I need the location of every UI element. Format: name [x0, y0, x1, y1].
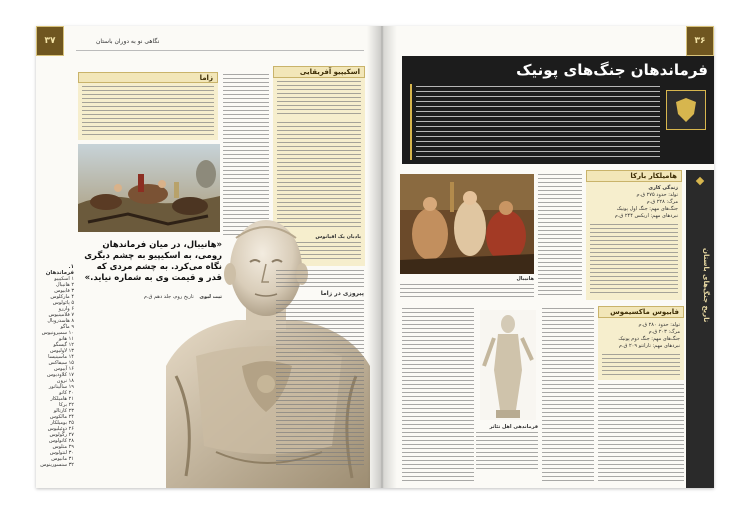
zama-textbox	[78, 72, 218, 140]
commander-17: ۱۷ کلاودیوس	[46, 372, 74, 378]
hamilcar-label: زندگی کاری	[648, 185, 678, 191]
zama-tab-label: زاما	[199, 74, 213, 82]
hamilcar-fact-3: جنگ‌های مهم: جنگ اول پونیک	[616, 206, 678, 212]
shield-icon	[675, 97, 697, 123]
hamilcar-fact-2: مرگ: ۲۲۸ ق.م	[646, 199, 678, 205]
side-strip-diamond-icon	[696, 177, 704, 185]
left-middle-column	[223, 72, 269, 240]
fabius-fact-3: جنگ‌های مهم: جنگ دوم پونیک	[618, 336, 680, 342]
left-column-intro	[276, 270, 364, 288]
statue-caption-text	[476, 432, 538, 472]
commander-26: ۲۶ دوئیلیوس	[47, 426, 74, 432]
hamilcar-body-text	[590, 224, 678, 296]
hamilcar-fact-1: تولد: حدود ۲۷۵ ق.م	[636, 192, 678, 198]
commander-22: ۲۲ برکا	[58, 402, 74, 408]
fabius-article-text	[598, 384, 684, 484]
statue-image	[480, 310, 536, 420]
hannibal-caption-text	[400, 284, 534, 298]
commander-13: ۱۳ لاولیوس	[50, 348, 74, 354]
scipio-box-title: اسکیپیو آفریقایی	[273, 66, 365, 78]
commander-9: ۹ ماگو	[60, 324, 74, 330]
commander-28: ۲۸ کاتولوس	[48, 438, 74, 444]
page-gutter	[367, 26, 397, 488]
intro-text	[416, 86, 660, 160]
commanders-list-title: ۱. فرماندهان	[45, 264, 74, 276]
commander-12: ۱۲ گیسگو	[53, 342, 74, 348]
fabius-box-title: فابیوس ماکسیموس	[598, 306, 684, 318]
header-rule	[76, 50, 364, 51]
scipio-facts	[277, 81, 361, 115]
main-title: فرماندهان جنگ‌های پونیک	[516, 61, 708, 79]
zama-victory-text	[276, 300, 364, 468]
hamilcar-box-title: هامیلکار بارکا	[586, 170, 682, 182]
title-band	[402, 56, 714, 164]
zama-victory-heading: پیروزی در زاما	[320, 290, 364, 297]
commander-21: ۲۱ هامیلکار	[50, 396, 74, 402]
commander-3: ۳ فابیوس	[54, 288, 74, 294]
commander-7: ۷ فلامینیوس	[48, 312, 74, 318]
zama-body-text	[82, 86, 214, 138]
fabius-fact-2: مرگ: ۲۰۳ ق.م	[648, 329, 680, 335]
commander-10: ۱۰ سمپرونیوس	[41, 330, 74, 336]
left-middle-text	[223, 74, 269, 238]
commander-11: ۱۱ هانو	[58, 336, 74, 342]
quote-source: تیت لیوی	[199, 294, 222, 300]
commander-4: ۴ مارکلوس	[50, 294, 74, 300]
commanders-list	[40, 264, 74, 466]
commander-1: ۱ اسکیپیو	[54, 276, 74, 282]
commander-2: ۲ هانیبال	[55, 282, 74, 288]
hamilcar-box	[586, 170, 682, 300]
fabius-body-text	[602, 354, 680, 376]
commander-6: ۶ واررو	[58, 306, 74, 312]
right-lower-text-1	[402, 308, 474, 484]
fabius-fact-1: تولد: حدود ۲۸۰ ق.م	[638, 322, 680, 328]
commander-25: ۲۵ بومیلکار	[50, 420, 74, 426]
commander-31: ۳۱ مانیوس	[51, 456, 74, 462]
hannibal-caption: هانیبال	[516, 276, 534, 282]
commander-18: ۱۸ نرون	[56, 378, 74, 384]
commander-30: ۳۰ لنتولوس	[49, 450, 74, 456]
hamilcar-fact-4: نبردهای مهم: اریکس ۲۴۴ ق.م	[614, 213, 678, 219]
commander-15: ۱۵ سیفاکس	[48, 360, 74, 366]
bust-caption-title: بادبان یک اقیانوس	[315, 234, 361, 240]
side-strip	[686, 170, 714, 488]
zama-tab	[78, 72, 218, 83]
commander-8: ۸ هاسدروبال	[47, 318, 74, 324]
side-strip-label: تاریخ جنگ‌های باستان	[702, 247, 710, 323]
title-accent	[410, 84, 412, 160]
page-number-left: ۳۷	[36, 26, 64, 56]
magazine-spread	[36, 26, 714, 488]
scipio-body-text	[277, 122, 361, 230]
commander-5: ۵ پائولوس	[52, 300, 74, 306]
scipio-quote: «هانیبال، در میان فرماندهان رومی، به اسکیپیو به چشم دیگری نگاه می‌کرد. به چشم مردی که قدر و قیمت وی به شماره نیاید.»	[84, 240, 222, 283]
commander-19: ۱۹ سالیناتور	[48, 384, 74, 390]
commander-16: ۱۶ آپیوس	[54, 366, 74, 372]
commander-27: ۲۷ رگولوس	[49, 432, 74, 438]
running-head-left: نگاهی نو به دوران باستان	[96, 38, 160, 45]
commander-23: ۲۳ کارتالو	[53, 408, 74, 414]
page-number-right: ۳۶	[686, 26, 714, 56]
fabius-box	[598, 306, 684, 380]
right-middle-text	[538, 174, 582, 298]
commander-20: ۲۰ کاتو	[59, 390, 74, 396]
right-lower-text-2	[542, 308, 594, 484]
commander-32: ۳۲ سنسورینوس	[40, 462, 74, 468]
hannibal-painting	[400, 174, 534, 274]
fabius-fact-4: نبردهای مهم: تارانتو ۲۰۹ ق.م	[618, 343, 680, 349]
quote-note: تاریخ روم، جلد دهم ق.م	[143, 294, 194, 300]
commander-14: ۱۴ ماسینیسا	[48, 354, 74, 360]
shield-emblem-icon	[666, 90, 706, 130]
commander-24: ۲۴ مالکوس	[49, 414, 74, 420]
commander-29: ۲۹ متلوس	[52, 444, 74, 450]
statue-caption: فرماندهی اهل تئاتر	[489, 424, 538, 430]
